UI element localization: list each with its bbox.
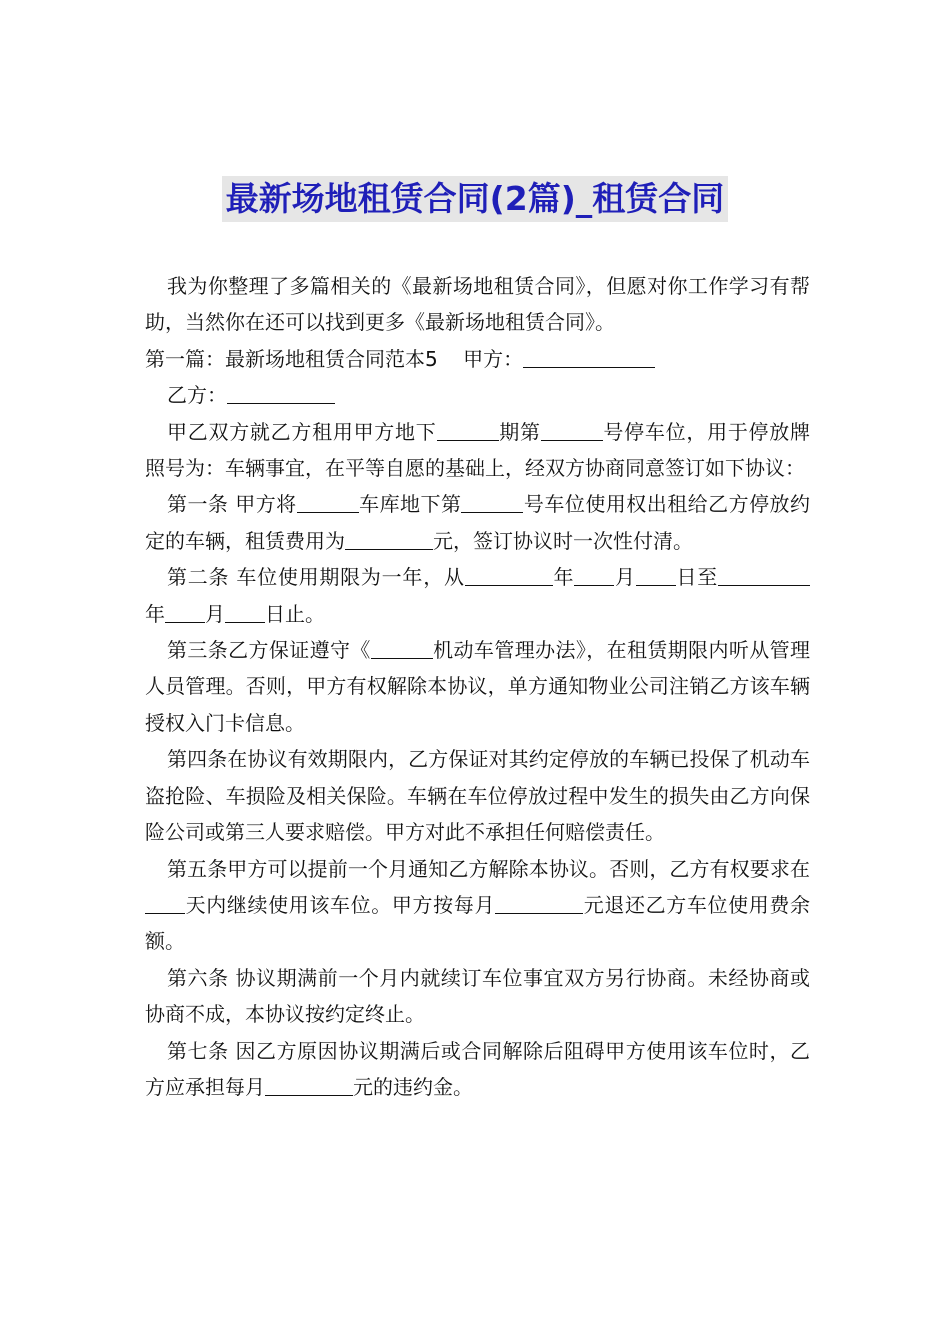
title-container [0,176,950,222]
article-5-text-2: 天内继续使用该车位。甲方按每月 [185,892,496,917]
article-5-text-3: 元退还乙方车位使用费余额。 [145,892,811,954]
article-4-text: 第四条在协议有效期限内，乙方保证对其约定停放的车辆已投保了机动车盗抢险、车损险及相关保险。车辆在车位停放过程中发生的损失由乙方向保险公司或第三人要求赔偿。甲方对此不承担任何赔偿责任。 [145,747,810,845]
blank-end-year-a [718,563,772,586]
article-2-text-2: 年 [552,565,575,590]
party-a-blank [523,345,655,368]
article-1-text-4: 元，签订协议时一次性付清。 [433,528,693,553]
article-3-text-2: 机动车管理办法》，在租赁期限内听从管理人员管理。否则，甲方有权解除本协议，单方通知物业公司注销乙方该车辆授权入门卡信息。 [145,638,811,735]
party-b-label: 乙方： [167,383,227,408]
document-body [145,268,810,1105]
blank-end-year-b [772,563,810,586]
article-2-text-6: 月 [205,601,225,626]
article-1-text-2: 车库地下第 [358,492,462,517]
document-title: 最新场地租赁合同(2篇)_租赁合同 [222,176,729,222]
paragraph-preamble [145,414,810,487]
article-2-text-1: 第二条 车位使用期限为一年，从 [167,565,465,590]
article-7 [145,1033,810,1106]
blank-regulation-name [371,636,433,659]
blank-underground-level [437,418,499,441]
article-5-text-1: 第五条甲方可以提前一个月通知乙方解除本协议。否则，乙方有权要求在 [167,856,810,881]
blank-rent-fee [345,527,433,550]
blank-start-year [465,563,553,586]
article-4 [145,741,810,850]
blank-end-day [225,600,265,623]
intro-paragraph [145,268,810,341]
party-b-blank [227,381,335,404]
blank-space-number [541,418,603,441]
party-b-line [145,377,810,413]
article-1 [145,486,810,559]
blank-start-day [636,563,676,586]
intro-text: 我为你整理了多篇相关的《最新场地租赁合同》，但愿对你工作学习有帮助，当然你在还可以找到更多《最新场地租赁合同》。 [145,274,810,335]
article-6-text: 第六条 协议期满前一个月内就续订车位事宜双方另行协商。未经协商或协商不成，本协议按约定终止。 [145,965,810,1027]
article-1-text-3: 号车位使用权出租给乙方停放约定的车辆，租赁费用为 [145,492,811,553]
article-3 [145,632,810,741]
preamble-text-1: 甲乙双方就乙方租用甲方地下 [167,419,437,444]
blank-space-no [461,490,523,513]
article-2-text-4: 日至 [675,565,719,590]
party-a-label: 甲方： [463,346,524,371]
blank-days [145,891,185,914]
part1-heading: 第一篇：最新场地租赁合同范本5 [145,346,438,371]
preamble-text-2: 期第 [498,419,541,444]
blank-penalty [265,1073,353,1096]
blank-start-month [574,563,614,586]
article-7-text-2: 元的违约金。 [353,1074,473,1099]
article-5 [145,851,810,960]
article-7-text-1: 第七条 因乙方原因协议期满后或合同解除后阻碍甲方使用该车位时，乙方应承担每月 [145,1038,810,1099]
article-2-text-3: 月 [614,565,636,590]
blank-monthly-refund [495,891,583,914]
article-2 [145,559,810,632]
part1-heading-line [145,341,810,377]
article-2-text-7: 日止。 [265,601,325,626]
preamble-text-3: 号停车位，用于停放牌照号为：车辆事宜，在平等自愿的基础上，经双方协商同意签订如下协议： [145,419,811,481]
article-1-text-1: 第一条 甲方将 [167,492,297,517]
blank-garage [297,490,359,513]
article-3-text-1: 第三条乙方保证遵守《 [167,638,371,663]
article-2-text-5: 年 [145,601,165,626]
blank-end-month [165,600,205,623]
article-6 [145,960,810,1033]
